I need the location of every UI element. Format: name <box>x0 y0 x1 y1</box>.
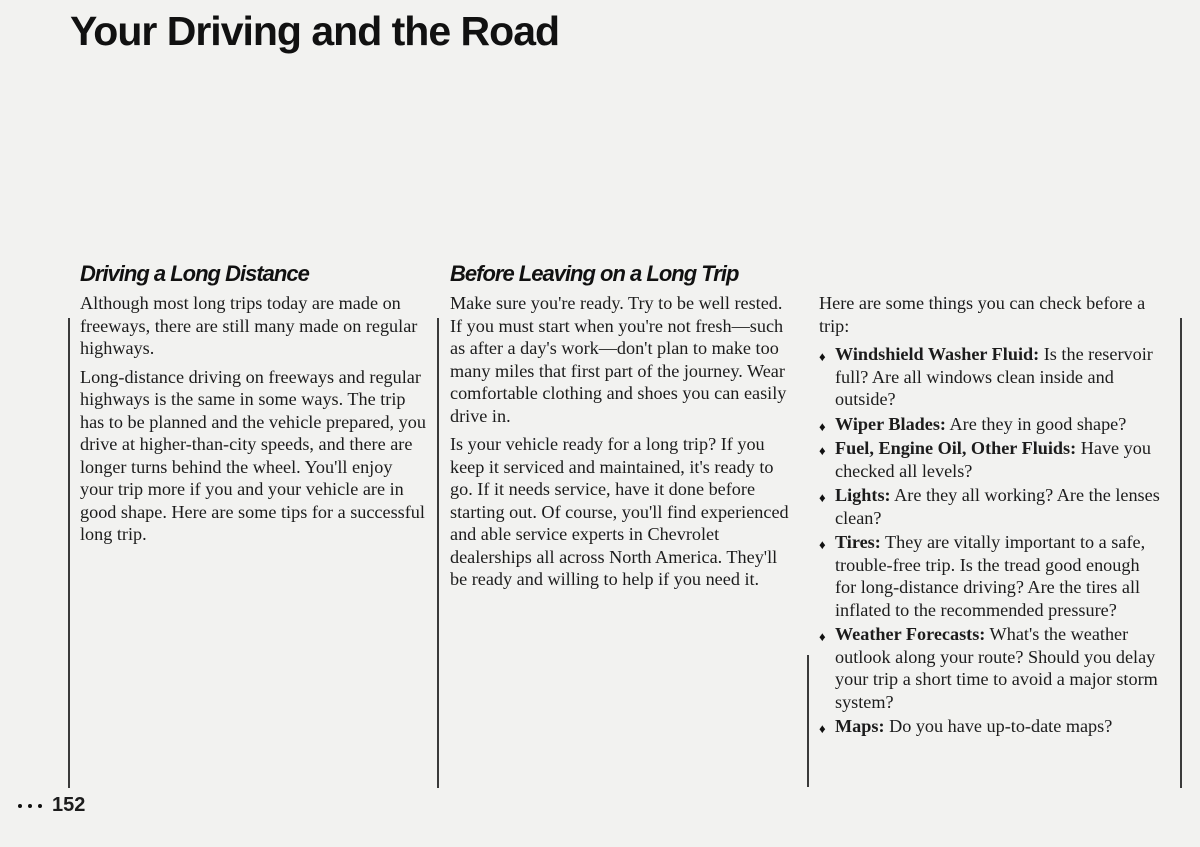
page-title: Your Driving and the Road <box>70 8 560 54</box>
checklist-item <box>819 715 1164 738</box>
checklist-item <box>819 623 1164 713</box>
bullet-icon: ♦ <box>819 490 826 505</box>
checklist <box>819 343 1164 738</box>
bullet-icon: ♦ <box>819 443 826 458</box>
paragraph: Long-distance driving on freeways and regular highways is the same in some ways. The trip has to be planned and the vehicle prepared, you drive at higher-than-city speeds, and there are longer turns behind the wheel. You'll enjoy your trip more if you and your vehicle are in good shape. Here are some tips for a successful long trip. <box>80 366 426 544</box>
column-rule-4 <box>1180 318 1182 788</box>
checklist-item <box>819 437 1164 482</box>
column-before-leaving <box>450 292 798 597</box>
checklist-item-text: They are vitally important to a safe, trouble-free trip. Is the tread good enough for long-distance driving? Are the tires all inflated to the recommended pressure? <box>835 532 1146 620</box>
paragraph: Although most long trips today are made on freeways, there are still many made on regular highways. <box>80 293 418 358</box>
checklist-item <box>819 413 1164 436</box>
checklist-item-label: Maps: <box>835 716 885 736</box>
checklist-item-label: Lights: <box>835 485 891 505</box>
checklist-item-text: Is the reservoir full? Are all windows clean inside and outside? <box>835 344 1153 409</box>
column-trip-checklist <box>819 292 1164 740</box>
checklist-item <box>819 343 1164 411</box>
checklist-item-label: Wiper Blades: <box>835 413 946 434</box>
checklist-item-text: Are they all working? Are the lenses clean? <box>835 485 1160 528</box>
paragraph: Is your vehicle ready for a long trip? If you keep it serviced and maintained, it's ready to go. If it needs service, have it done before starting out. Of course, you'll find experienced and able service experts in Chevrolet dealerships all across North America. They'll be ready and willing to help if you need it. <box>450 434 789 589</box>
section-heading-before-leaving: Before Leaving on a Long Trip <box>450 261 739 286</box>
column-rule-2 <box>437 318 439 788</box>
checklist-item-label: Fuel, Engine Oil, Other Fluids: <box>835 438 1077 458</box>
footer-dots-icon <box>18 804 42 808</box>
section-heading-driving-long-distance: Driving a Long Distance <box>80 261 309 286</box>
checklist-intro: Here are some things you can check before a trip: <box>819 293 1146 336</box>
bullet-icon: ♦ <box>819 721 826 736</box>
page-number: 152 <box>52 794 86 816</box>
checklist-item-label: Weather Forecasts: <box>835 624 986 644</box>
checklist-item <box>819 484 1164 529</box>
checklist-item-label: Tires: <box>835 532 881 552</box>
checklist-item-text: Do you have up-to-date maps? <box>884 716 1113 736</box>
checklist-item <box>819 531 1164 621</box>
checklist-item-text: Have you checked all levels? <box>835 438 1151 481</box>
checklist-item-text: What's the weather outlook along your route? Should you delay your trip a short time to avoid a major storm system? <box>835 624 1158 712</box>
bullet-icon: ♦ <box>819 537 826 552</box>
column-rule-1 <box>68 318 70 788</box>
column-rule-3 <box>807 655 809 787</box>
bullet-icon: ♦ <box>819 418 826 434</box>
column-driving-long-distance <box>80 292 430 552</box>
paragraph: Make sure you're ready. Try to be well rested. If you must start when you're not fresh—such as after a day's work—don't plan to make too many miles that first part of the journey. Wear comfortable clothing and shoes you can easily drive in. <box>450 293 787 426</box>
checklist-item-label: Windshield Washer Fluid: <box>835 344 1040 364</box>
bullet-icon: ♦ <box>819 629 826 644</box>
checklist-item-text: Are they in good shape? <box>946 413 1127 434</box>
page-footer <box>18 794 85 817</box>
bullet-icon: ♦ <box>819 349 826 364</box>
